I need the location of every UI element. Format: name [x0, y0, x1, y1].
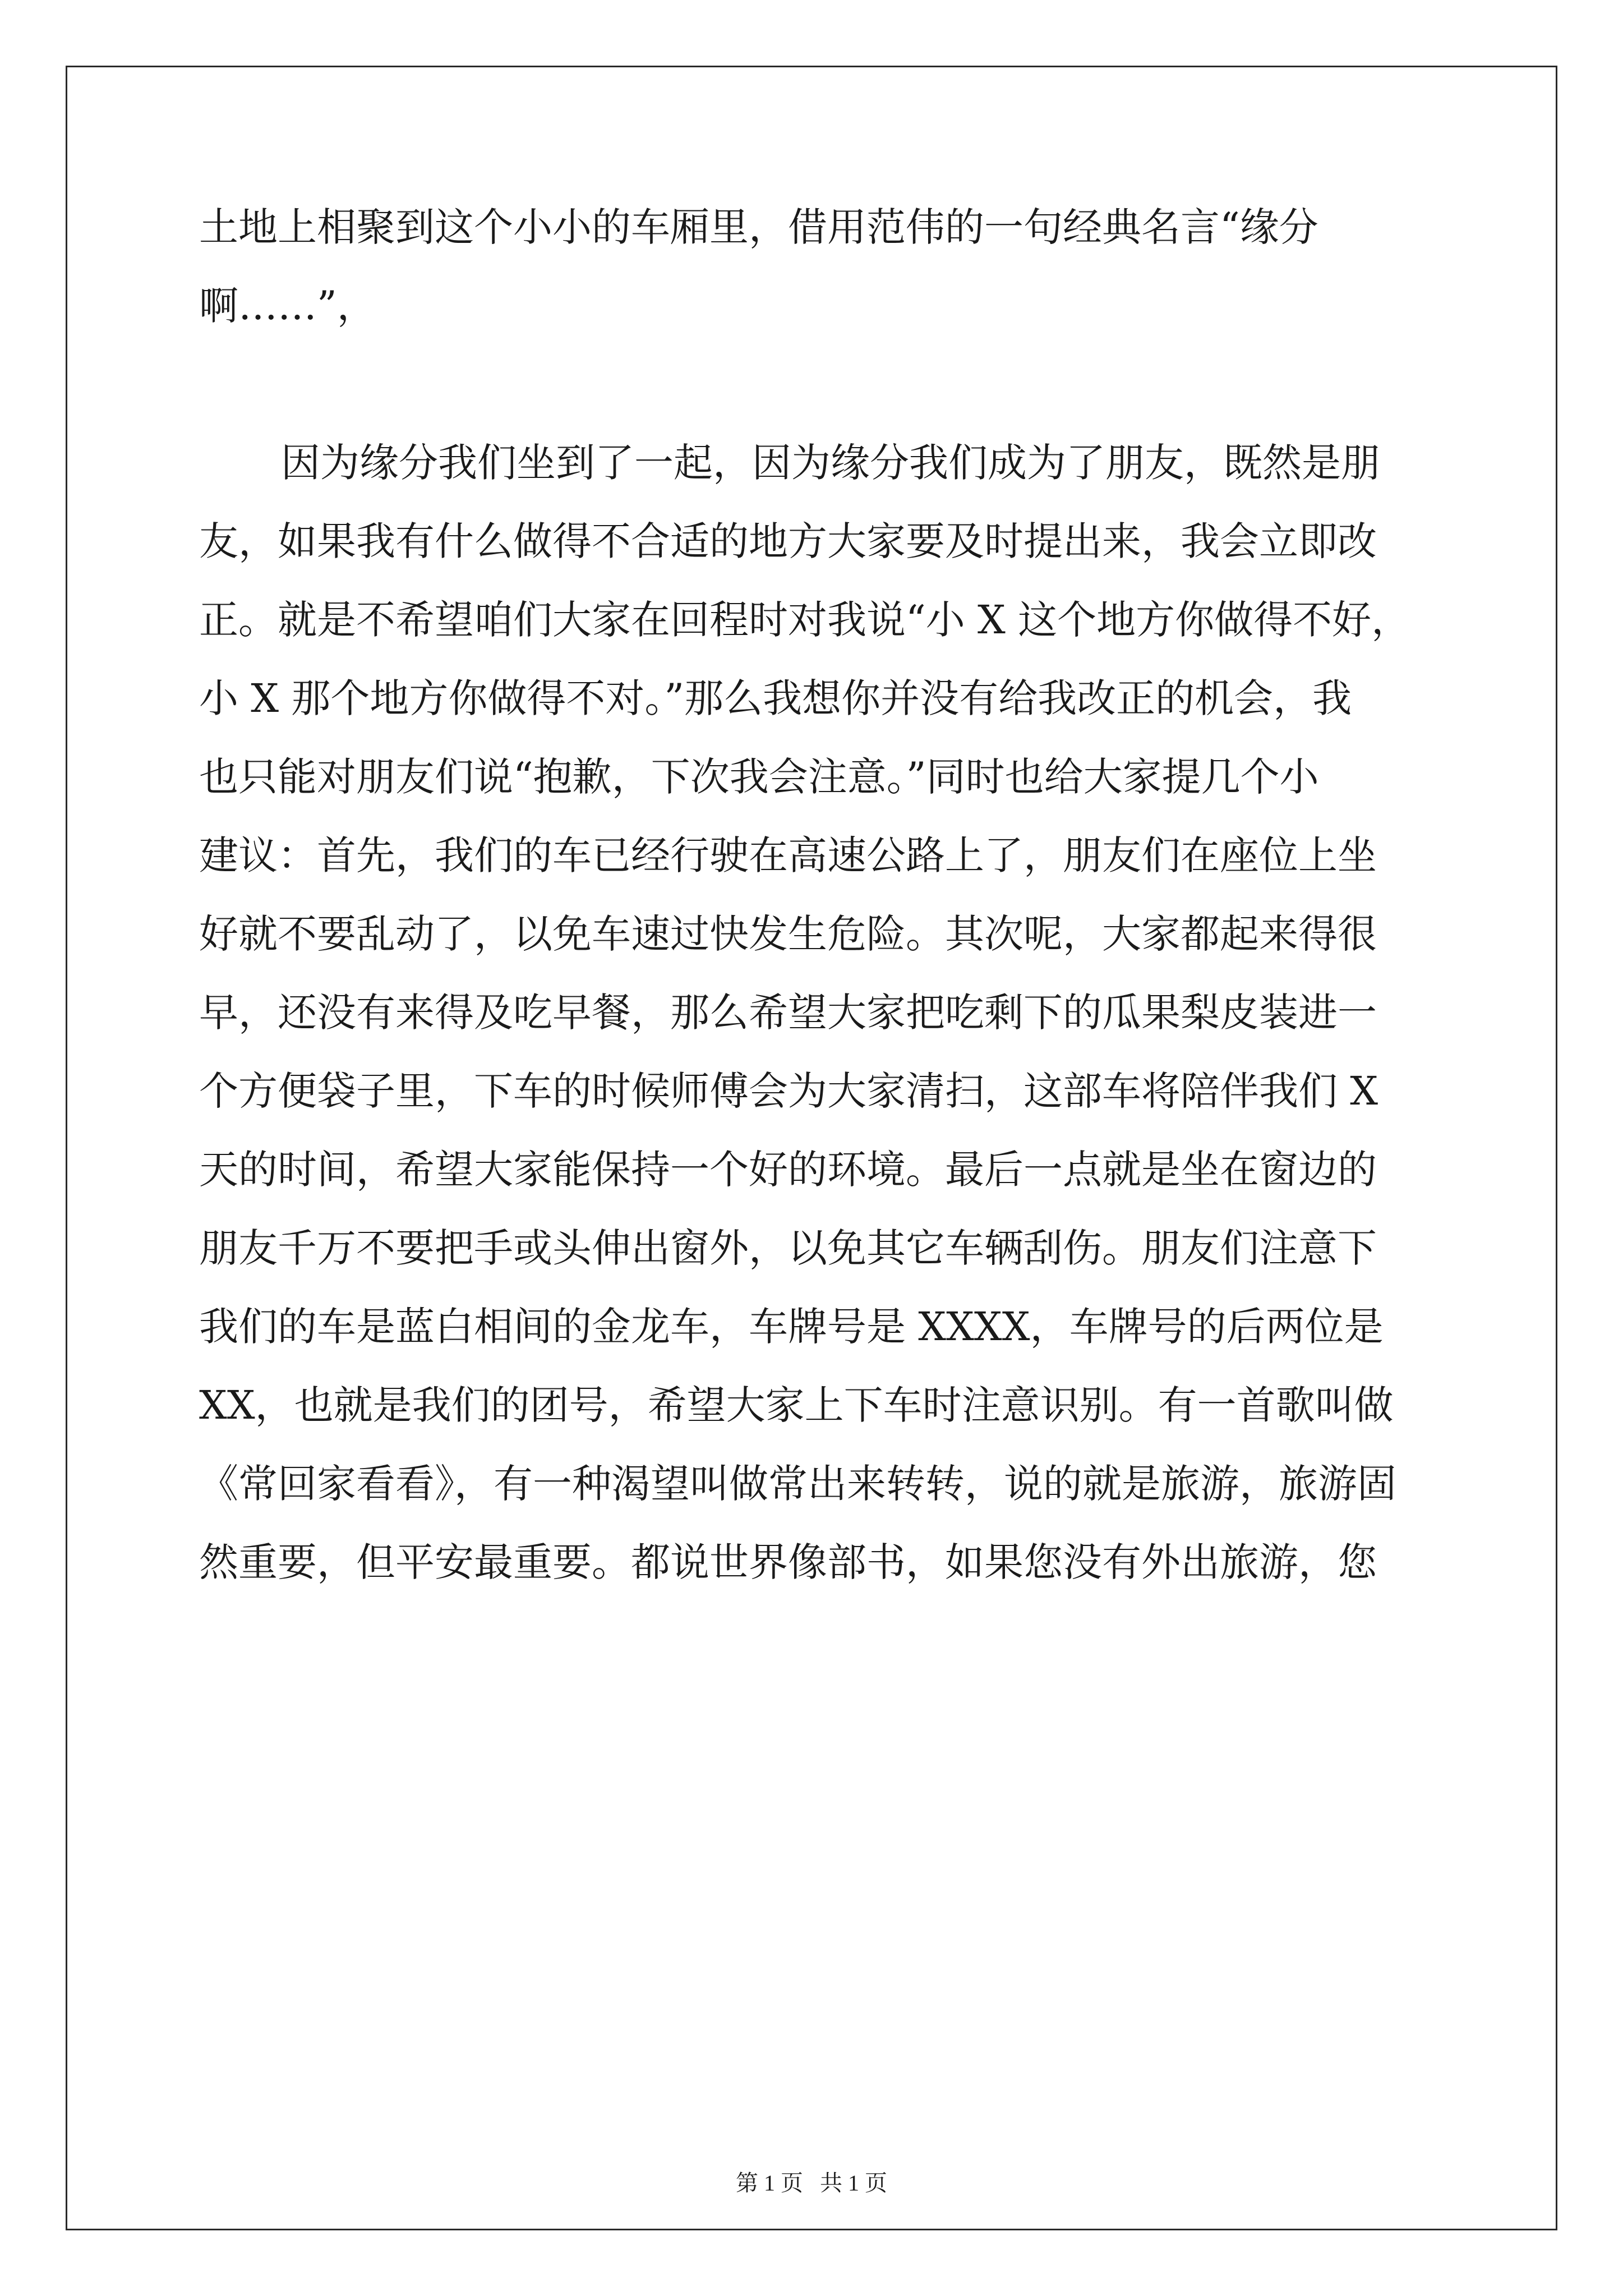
text-line: 小 X 那个地方你做得不对。”那么我想你并没有给我改正的机会，我 — [199, 675, 1352, 721]
text-line: 我们的车是蓝白相间的金龙车，车牌号是 XXXX，车牌号的后两位是 — [199, 1304, 1384, 1350]
text-line: 正。就是不希望咱们大家在回程时对我说“小 X 这个地方你做得不好， — [199, 597, 1411, 643]
text-line: 朋友千万不要把手或头伸出窗外，以免其它车辆刮伤。朋友们注意下 — [199, 1225, 1377, 1271]
text-line: 早，还没有来得及吃早餐，那么希望大家把吃剩下的瓜果梨皮装进一 — [199, 990, 1377, 1036]
text-line: 友，如果我有什么做得不合适的地方大家要及时提出来，我会立即改 — [199, 518, 1377, 564]
text-line: 啊……”， — [199, 283, 376, 329]
page-footer — [0, 2165, 1623, 2197]
text-line: 天的时间，希望大家能保持一个好的环境。最后一点就是坐在窗边的 — [199, 1147, 1377, 1193]
text-line: 《常回家看看》，有一种渴望叫做常出来转转，说的就是旅游，旅游固 — [199, 1461, 1396, 1507]
text-line: 也只能对朋友们说“抱歉，下次我会注意。”同时也给大家提几个小 — [199, 754, 1319, 800]
text-line: 土地上相聚到这个小小的车厢里，借用范伟的一句经典名言“缘分 — [199, 204, 1318, 250]
text-line: XX，也就是我们的团号，希望大家上下车时注意识别。有一首歌叫做 — [199, 1382, 1394, 1428]
page-total: 共 1 页 — [820, 2170, 887, 2196]
text-line: 然重要，但平安最重要。都说世界像部书，如果您没有外出旅游，您 — [199, 1539, 1377, 1585]
text-line: 建议：首先，我们的车已经行驶在高速公路上了，朋友们在座位上坐 — [199, 832, 1377, 878]
page-number: 第 1 页 — [736, 2170, 803, 2196]
paragraph-first-line: 因为缘分我们坐到了一起，因为缘分我们成为了朋友，既然是朋 — [281, 440, 1380, 486]
text-line: 个方便袋子里，下车的时候师傅会为大家清扫，这部车将陪伴我们 X — [199, 1068, 1378, 1114]
text-line: 好就不要乱动了，以免车速过快发生危险。其次呢，大家都起来得很 — [199, 911, 1377, 957]
